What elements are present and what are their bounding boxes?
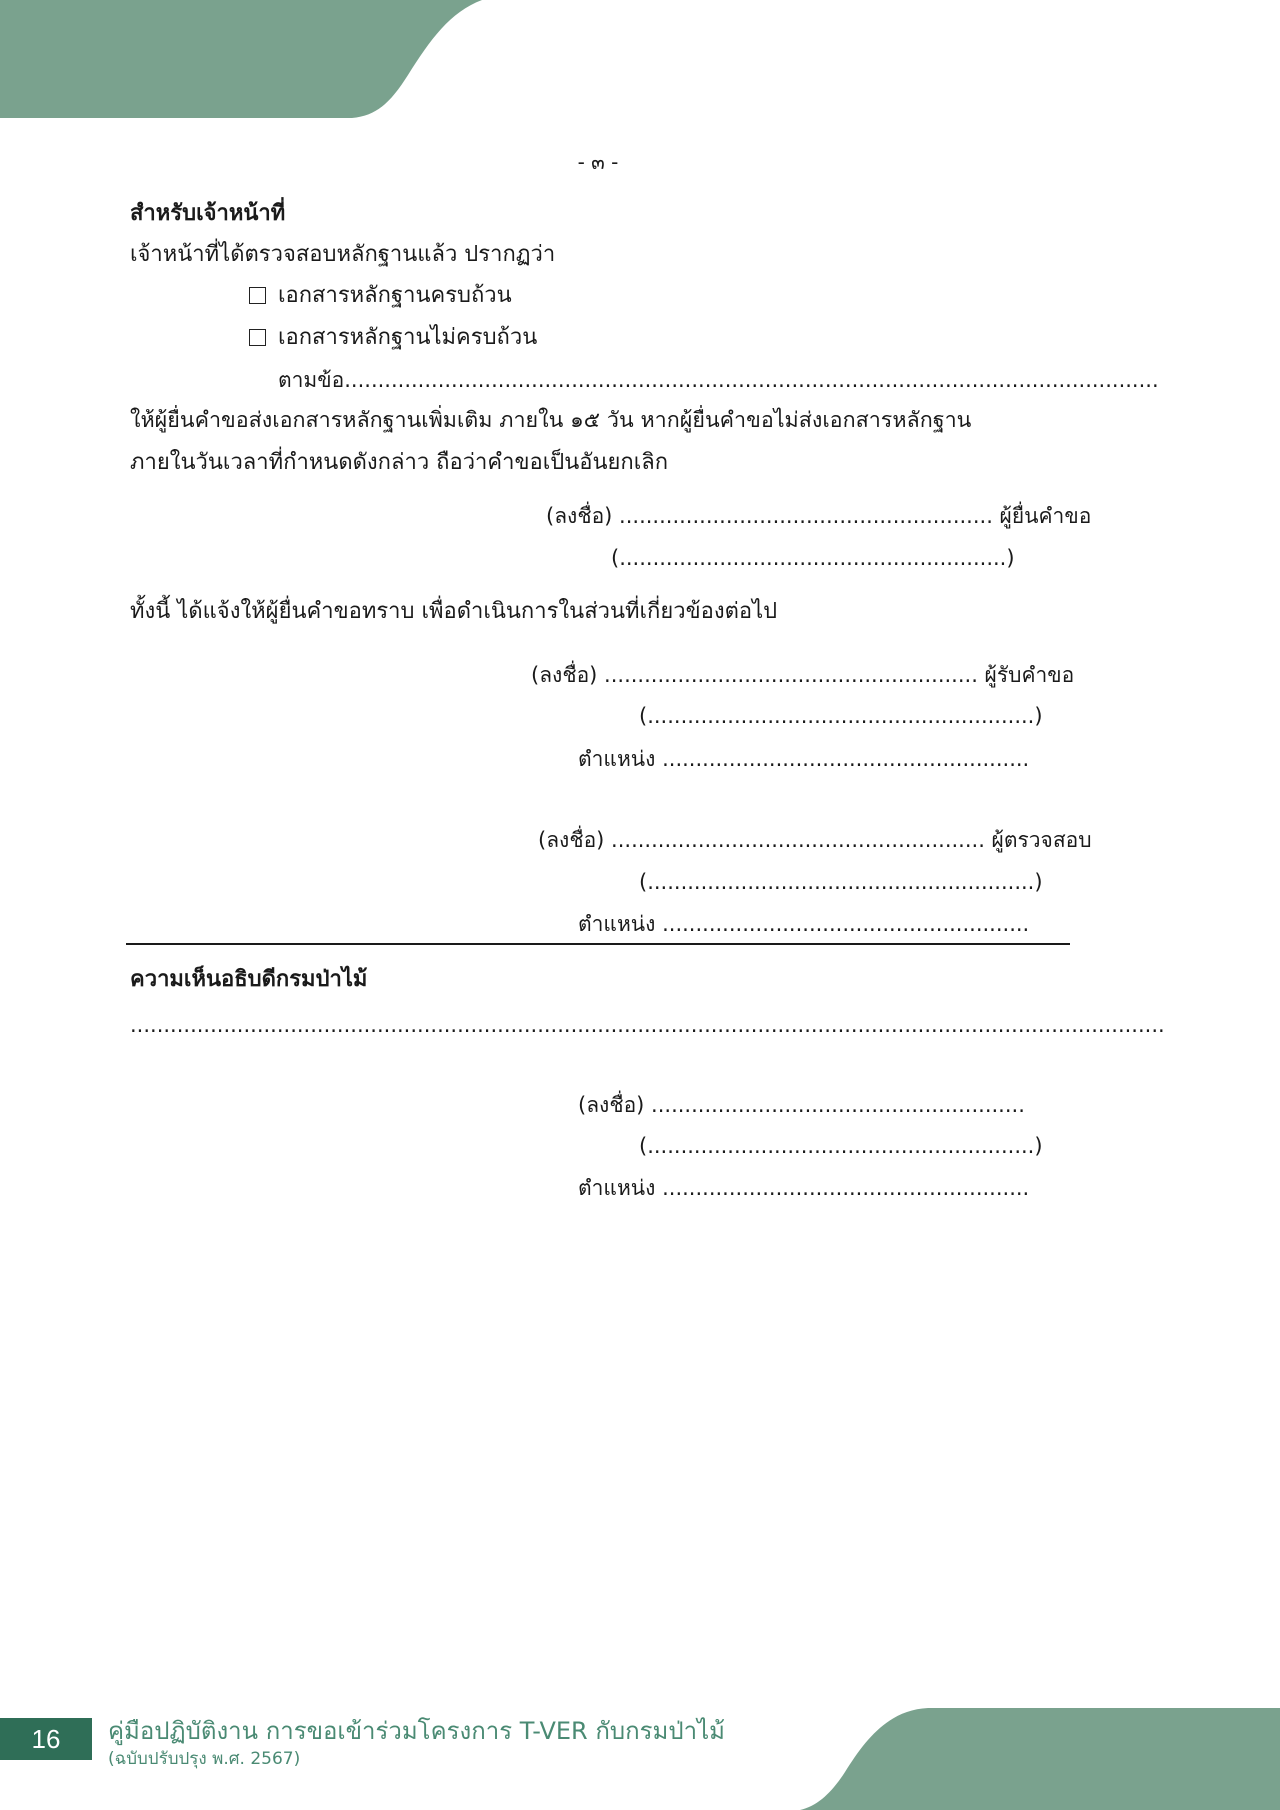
applicant-sign-line[interactable]: (ลงชื่อ) ........................................................ ผู้ยื่นคำขอ <box>546 504 1092 528</box>
clause-field[interactable]: ตามข้อ.......................................................................................................................... <box>278 368 1159 392</box>
incomplete-checkbox[interactable] <box>249 329 266 346</box>
instruction-line-1: ให้ผู้ยื่นคำขอส่งเอกสารหลักฐานเพิ่มเติม ภายใน ๑๕ วัน หากผู้ยื่นคำขอไม่ส่งเอกสารหลักฐาน <box>130 408 972 433</box>
inspector-position-line[interactable]: ตำแหน่ง ....................................................... <box>578 912 1030 936</box>
receiver-position-line[interactable]: ตำแหน่ง ....................................................... <box>578 747 1030 771</box>
officer-statement: เจ้าหน้าที่ได้ตรวจสอบหลักฐานแล้ว ปรากฏว่า <box>130 242 556 267</box>
section-divider <box>126 943 1070 945</box>
footer-subtitle: (ฉบับปรับปรุง พ.ศ. 2567) <box>108 1749 301 1769</box>
director-name-line[interactable]: (..........................................................) <box>639 1134 1043 1158</box>
receiver-sign-line[interactable]: (ลงชื่อ) ........................................................ ผู้รับคำขอ <box>531 663 1075 687</box>
director-section-heading: ความเห็นอธิบดีกรมป่าไม้ <box>130 967 368 992</box>
applicant-name-line[interactable]: (..........................................................) <box>611 546 1015 570</box>
footer-title: คู่มือปฏิบัติงาน การขอเข้าร่วมโครงการ T-VER กับกรมป่าไม้ <box>108 1717 725 1745</box>
director-sign-line[interactable]: (ลงชื่อ) ........................................................ <box>578 1093 1025 1117</box>
option-incomplete-label: เอกสารหลักฐานไม่ครบถ้วน <box>278 325 538 350</box>
top-left-corner-shape <box>0 0 482 118</box>
director-opinion-line[interactable]: ........................................................................................................................................................... <box>130 1013 1165 1037</box>
instruction-line-2: ภายในวันเวลาที่กำหนดดังกล่าว ถือว่าคำขอเป็นอันยกเลิก <box>130 450 669 475</box>
page-number: 16 <box>31 1724 61 1754</box>
receiver-name-line[interactable]: (..........................................................) <box>639 704 1043 728</box>
option-complete-label: เอกสารหลักฐานครบถ้วน <box>278 283 512 308</box>
officer-section-heading: สำหรับเจ้าหน้าที่ <box>130 201 286 226</box>
complete-checkbox[interactable] <box>249 287 266 304</box>
inspector-name-line[interactable]: (..........................................................) <box>639 870 1043 894</box>
director-position-line[interactable]: ตำแหน่ง ....................................................... <box>578 1176 1030 1200</box>
page-marker: - ๓ - <box>577 150 619 174</box>
inspector-sign-line[interactable]: (ลงชื่อ) ........................................................ ผู้ตรวจสอบ <box>538 828 1092 852</box>
notification-text: ทั้งนี้ ได้แจ้งให้ผู้ยื่นคำขอทราบ เพื่อดำเนินการในส่วนที่เกี่ยวข้องต่อไป <box>130 599 778 624</box>
bottom-right-corner-shape <box>800 1708 1280 1810</box>
